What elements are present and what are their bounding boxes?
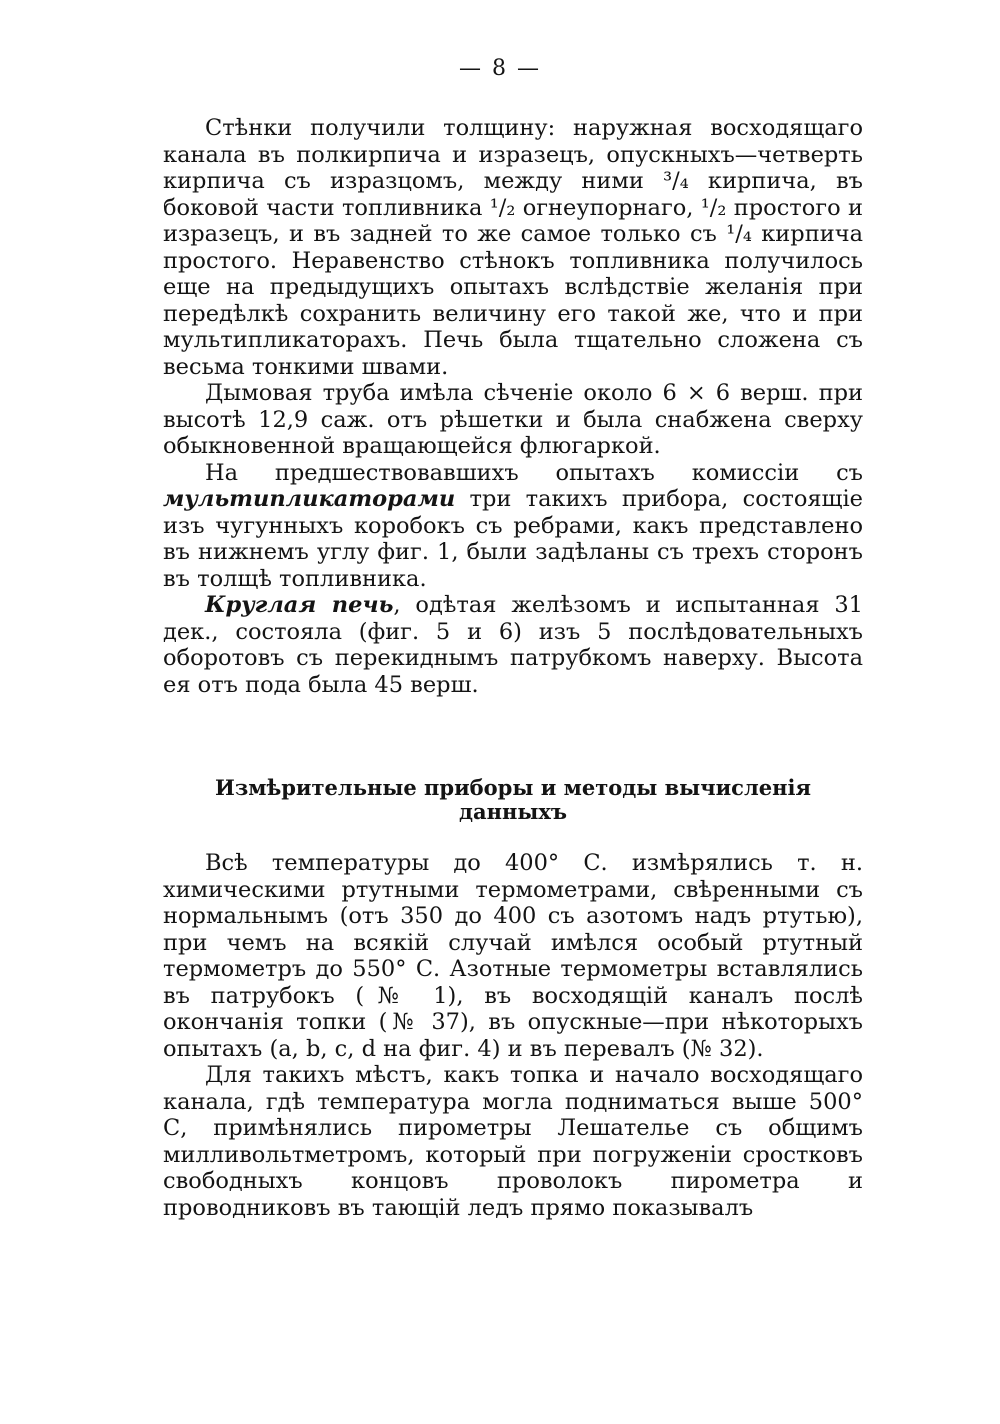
paragraph-text: Стѣнки получили толщину: наружная восходящаго канала въ полкирпича и изразецъ, опускныхъ—четверть кирпича съ изразцомъ, между ними ³/₄ кирпича, въ боковой части топливника ¹/₂ огнеупорнаго, ¹/₂ простого и изразецъ, и въ задней то же самое только съ ¹/₄ кирпича простого. Неравенство стѣнокъ топливника получилось еще на предыдущихъ опытахъ вслѣдствіе желанія при передѣлкѣ сохранить величину его такой же, что и при мультипликаторахъ. Печь была тщательно сложена съ весьма тонкими швами. — [163, 115, 863, 380]
paragraph-round-stove — [163, 592, 863, 698]
emphasis-term: Круглая печь — [205, 592, 394, 618]
paragraph-temperatures: Всѣ температуры до 400° С. измѣрялись т. н. химическими ртутными термометрами, свѣренными съ нормальнымъ (отъ 350 до 400 съ азотомъ надъ ртутью), при чемъ на всякій случай имѣлся особый ртутный термометръ до 550° С. Азотные термометры вставлялись въ патрубокъ (№ 1), въ восходящій каналъ послѣ окончанія топки (№ 37), въ опускные—при нѣкоторыхъ опытахъ (a, b, c, d на фиг. 4) и въ перевалъ (№ 32). — [163, 850, 863, 1062]
paragraph-walls — [163, 115, 863, 380]
paragraph-text: три такихъ прибора, состоящіе изъ чугунныхъ коробокъ съ ребрами, какъ представлено въ нижнемъ углу фиг. 1, были задѣланы съ трехъ сторонъ въ толщѣ топливника. — [163, 486, 863, 592]
section-heading: Измѣрительные приборы и методы вычисленія данныхъ — [215, 775, 811, 824]
paragraph-lead: На предшествовавшихъ опытахъ комиссіи съ — [205, 459, 863, 486]
paragraph-chimney — [163, 380, 863, 460]
paragraph-multipliers — [163, 460, 863, 593]
text-block-bottom — [163, 850, 863, 1221]
text-block-top — [163, 115, 863, 698]
emphasis-term: мультипликаторами — [163, 486, 456, 512]
page-number: — 8 — — [459, 56, 541, 81]
paragraph-pyrometers: Для такихъ мѣстъ, какъ топка и начало восходящаго канала, гдѣ температура могла подниматься выше 500° С, примѣнялись пирометры Лешателье съ общимъ милливольтметромъ, который при погруженіи сростковъ свободныхъ концовъ проволокъ пирометра и проводниковъ въ тающій ледъ прямо показывалъ — [163, 1062, 863, 1221]
paragraph-text: , одѣтая желѣзомъ и испытанная 31 дек., состояла (фиг. 5 и 6) изъ 5 послѣдовательныхъ оборотовъ съ перекиднымъ патрубкомъ наверху. Высота ея отъ пода была 45 верш. — [163, 592, 864, 698]
paragraph-text: Дымовая труба имѣла сѣченіе около 6 × 6 верш. при высотѣ 12,9 саж. отъ рѣшетки и была снабжена сверху обыкновенной вращающейся флюгаркой. — [163, 380, 863, 459]
